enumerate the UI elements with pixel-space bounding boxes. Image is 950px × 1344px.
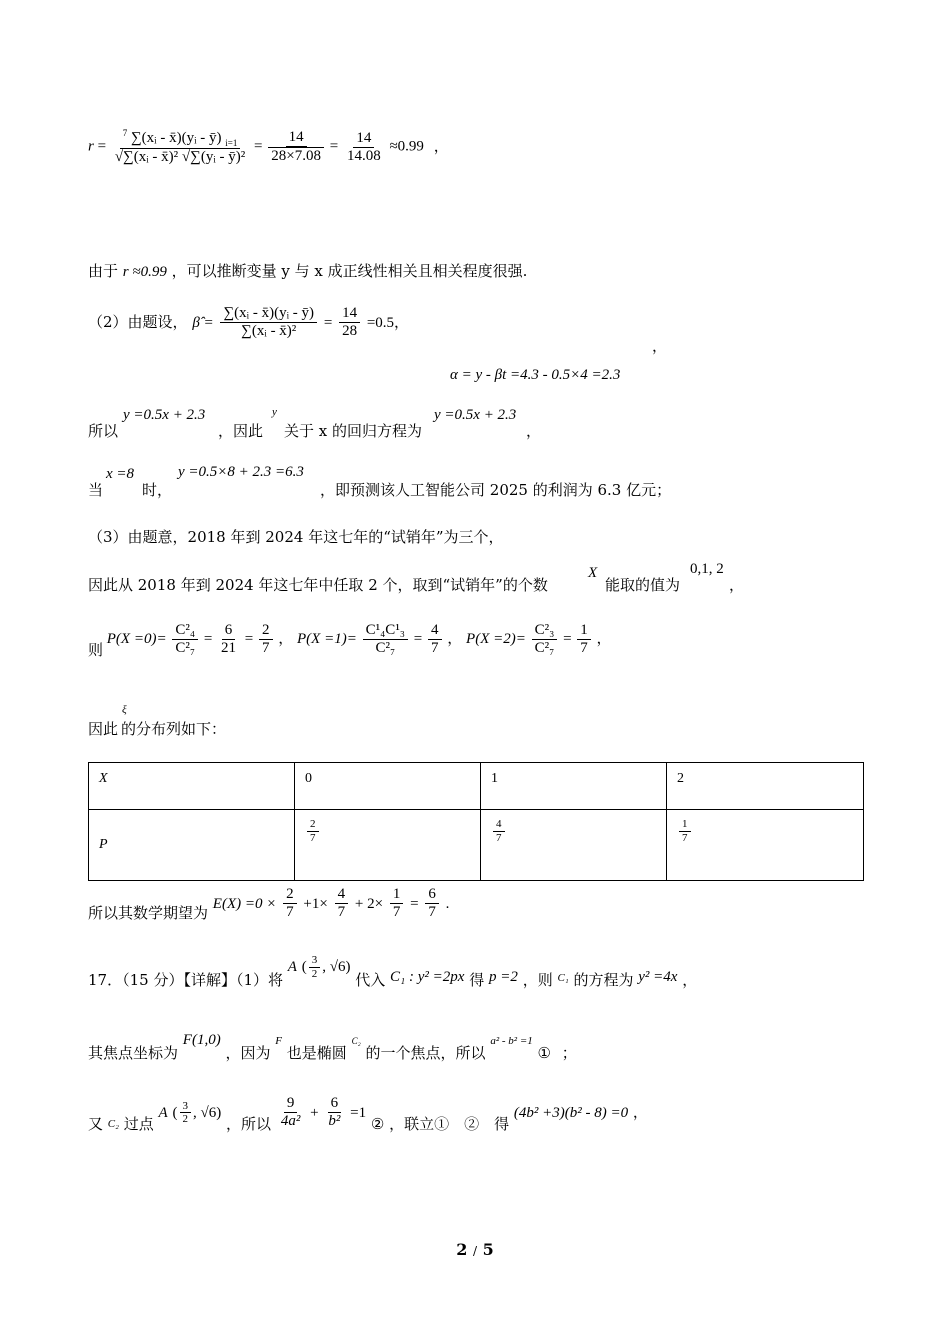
alpha-equation: α = y - βt =4.3 - 0.5×4 =2.3 bbox=[450, 367, 621, 383]
r-numerator: ∑(xᵢ - x̄)(yᵢ - ȳ) bbox=[130, 130, 222, 146]
sum-upper: 7 bbox=[122, 128, 128, 138]
curve-c1: C₁ : y² =2px bbox=[390, 969, 465, 986]
r-denominator: √∑(xᵢ - x̄)² √∑(yᵢ - ȳ)² bbox=[114, 149, 246, 166]
p2-beta: （2）由题设， β̂ = $\frac{\text{∑(xᵢ - x̄)(yᵢ - ȳ)}}{\text{∑(xᵢ - x̄)²}}$ = $\frac{14}{28}$ =0.5， bbox=[88, 305, 410, 340]
expectation: 所以其数学期望为 E(X) =0 × $\frac{2}{7}$ +1× $\frac{4}{7}$ + 2× $\frac{1}{7}$ = $\frac{6}{7}$ . bbox=[88, 886, 450, 922]
sum-lower: i=1 bbox=[225, 138, 238, 148]
p2-comma: ， bbox=[652, 337, 668, 355]
regression-eq-1: y =0.5x + 2.3 bbox=[123, 407, 206, 423]
prediction-calc: y =0.5×8 + 2.3 =6.3 bbox=[178, 464, 304, 480]
var-y: y bbox=[272, 406, 277, 418]
p1-conclusion: 由于 r ≈0.99 ，可以推断变量 y 与 x 成正线性相关且相关程度很强. bbox=[88, 262, 528, 280]
focus-point: F(1,0) bbox=[182, 1032, 221, 1048]
var-xi: ξ bbox=[122, 704, 127, 716]
beta-hat: β̂ = bbox=[192, 314, 214, 331]
part2-label: （2）由题设， bbox=[88, 312, 188, 331]
r-main-fraction bbox=[112, 128, 248, 167]
ellipse-relation-1: a² - b² =1 bbox=[490, 1035, 533, 1047]
r-symbol: r bbox=[88, 138, 94, 155]
table-row: P $\frac{2}{7}$ $\frac{4}{7}$ $\frac{1}{7}$ bbox=[89, 810, 864, 881]
r-step2-fraction: $\frac{14}{14.08}$ bbox=[346, 129, 381, 164]
q17-line3: 又 $_{C_2}$ 过点 A ( $\frac{3}{2}$ , √6) ，所以 $\frac{9}{\text{4a²}}$ + $\frac{6}{\text{b²}}$ =1 ② ，联立① ② 得 (4b² +3)(b² - 8) =0 ， bbox=[88, 1095, 648, 1133]
combined-equation: (4b² +3)(b² - 8) =0 bbox=[513, 1104, 629, 1121]
page-number: 2 / 5 bbox=[456, 1240, 494, 1259]
parabola-eq: y² =4x bbox=[638, 969, 678, 986]
formula-r: r = $\frac{^7 \sum(xᵢ - x̄)(yᵢ - ȳ) _{i=1}}{\text{√∑(xᵢ - x̄)² √∑(yᵢ - ȳ)²}}$ = $\frac{14}{28\times 7.08}$ = $\frac{14}{14.08}$ ≈0.99 ， bbox=[88, 128, 449, 166]
x-equals-8: x =8 bbox=[106, 466, 135, 482]
regression-eq-2: y =0.5x + 2.3 bbox=[434, 407, 517, 423]
r-approx-inline: r ≈0.99 bbox=[122, 264, 167, 280]
document-page: r = $\frac{^7 \sum(xᵢ - x̄)(yᵢ - ȳ) _{i=1}}{\text{√∑(xᵢ - x̄)² √∑(yᵢ - ȳ)²}}$ = $\frac{14}{28\times 7.08}$ = $\frac{14}{14.08}$ ≈0.99 ， 由于 r ≈0.99 ，可以推断变量 y 与 x 成正线性相关且相关程度很强. （2）由题设， β̂ = $\frac{\text{∑(xᵢ - x̄)(yᵢ - ȳ)}}{\text{∑(xᵢ - x̄)²}}$ = $\frac{14}{28}$ =0.5， ， α = y - βt =4.3 - 0.5×4 =2.3 所以 y =0.5x + 2.3 ，因此 y 关于 x 的回归方程为 y =0.5x + 2.3 ， 当 x =8 时， y =0.5×8 + 2.3 =6.3 ，即预测该人工智能公司 2025 的利润为 6.3 亿元； （3）由题意，2018 年到 2024 年这七年的“试销年”为三个， 因此从 2018 年到 2024 年这七年中任取 2 个，取到“试销年”的个数 X 能取的值为 0,1, 2 ， 则 P(X =0)= $\frac{\text{C²₄}}{\text{C²₇}}$ = $\frac{6}{21}$ = $\frac{2}{7}$ ， P(X =1)= $\frac{\text{C¹₄C¹₃}}{\text{C²₇}}$ = $\frac{4}{7}$ ， P(X =2)= $\frac{\text{C²₃}}{\text{C²₇}}$ = $\frac{1}{7}$ ， 因此 ξ 的分布列如下： X 0 1 2 P $\frac{2}{7}$ $\frac{4}{7}$ $\frac{1}{7}$ 所以其数学期望为 E(X) =0 × $\frac{2}{7}$ +1× $\frac{4}{7}$ + 2× $\frac{1}{7}$ = $\frac{6}{7}$ . 17．（15 分）【详解】（1）将 A ( $\frac{3}{2}$ , √6) 代入 C₁ : y² =2px 得 p =2 ，则 $_{C_1}$ 的方程为 y² =4x ， 其焦点坐标为 F(1,0) ，因为 F 也是椭圆 C₂ 的一个焦点，所以 a² - b² =1 ① ； 又 $_{C_2}$ 过点 A ( $\frac{3}{2}$ , √6) ，所以 $\frac{9}{\text{4a²}}$ + $\frac{6}{\text{b²}}$ =1 ② ，联立① ② 得 (4b² +3)(b² - 8) =0 ， 2 / 5 bbox=[0, 0, 950, 1344]
r-approx: ≈0.99 bbox=[389, 138, 424, 155]
beta-fraction: $\frac{\text{∑(xᵢ - x̄)(yᵢ - ȳ)}}{\text{∑(xᵢ - x̄)²}}$ bbox=[220, 305, 317, 341]
p3-intro: （3）由题意，2018 年到 2024 年这七年的“试销年”为三个， bbox=[88, 528, 504, 546]
value-set: 0,1, 2 bbox=[690, 561, 724, 577]
table-row: X 0 1 2 bbox=[89, 763, 864, 810]
r-step1-fraction: $\frac{14}{28\times 7.08}$ bbox=[268, 129, 324, 166]
q17-line1: 17．（15 分）【详解】（1）将 A ( $\frac{3}{2}$ , √6) 代入 C₁ : y² =2px 得 p =2 ，则 $_{C_1}$ 的方程为 y² =4x ， bbox=[88, 954, 698, 990]
distribution-table bbox=[88, 762, 864, 881]
beta-rhs-fraction: $\frac{14}{28}$ bbox=[339, 305, 360, 341]
q17-label: 17．（15 分）【详解】（1）将 bbox=[88, 971, 283, 990]
q17-line2: 其焦点坐标为 F(1,0) ，因为 F 也是椭圆 C₂ 的一个焦点，所以 a² - b² =1 ① ； bbox=[88, 1032, 577, 1062]
var-X: X bbox=[588, 565, 598, 581]
p3-probabilities: 则 P(X =0)= $\frac{\text{C²₄}}{\text{C²₇}}$ = $\frac{6}{21}$ = $\frac{2}{7}$ ， P(X =1)= $\frac{\text{C¹₄C¹₃}}{\text{C²₇}}$ = $\frac{4}{7}$ ， P(X =2)= $\frac{\text{C²₃}}{\text{C²₇}}$ = $\frac{1}{7}$ ， bbox=[88, 622, 612, 660]
expectation-lhs: E(X) =0 × bbox=[212, 895, 277, 912]
